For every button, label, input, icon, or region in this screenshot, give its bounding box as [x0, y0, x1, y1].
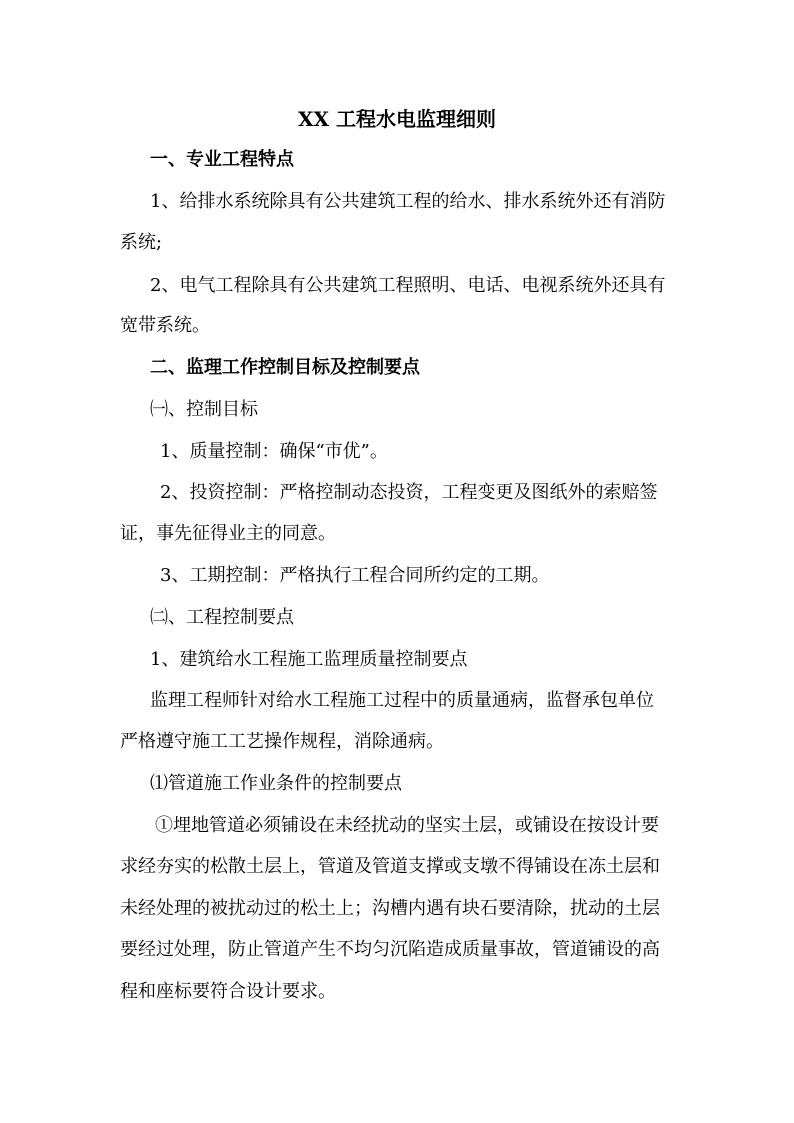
section-heading-1: 一、专业工程特点 — [150, 149, 294, 170]
paragraph-5-line-1: ①埋地管道必须铺设在未经扰动的坚实土层，或铺设在按设计要 — [155, 815, 659, 836]
item-heading-water-supply: 1、建筑给水工程施工监理质量控制要点 — [150, 649, 468, 670]
paragraph-4: ⑴管道施工作业条件的控制要点 — [150, 773, 402, 794]
paragraph-3-line-2: 严格遵守施工工艺操作规程，消除通病。 — [120, 731, 444, 752]
paragraph-1-line-2: 系统; — [120, 232, 163, 253]
control-item-1: 1、质量控制：确保“市优”。 — [160, 441, 388, 462]
paragraph-1-line-1: 1、给排水系统除具有公共建筑工程的给水、排水系统外还有消防 — [150, 191, 666, 212]
paragraph-2-line-1: 2、电气工程除具有公共建筑工程照明、电话、电视系统外还具有 — [150, 275, 666, 296]
paragraph-5-line-5: 程和座标要符合设计要求。 — [120, 981, 336, 1002]
subsection-heading-1: ㈠、控制目标 — [150, 399, 258, 420]
subsection-heading-2: ㈡、工程控制要点 — [150, 607, 294, 628]
paragraph-3-line-1: 监理工程师针对给水工程施工过程中的质量通病，监督承包单位 — [150, 690, 654, 711]
paragraph-2-line-2: 宽带系统。 — [120, 315, 210, 336]
document-title: XX 工程水电监理细则 — [298, 107, 496, 131]
paragraph-5-line-2: 求经夯实的松散土层上，管道及管道支撑或支墩不得铺设在冻土层和 — [120, 856, 660, 877]
paragraph-5-line-3: 未经处理的被扰动过的松土上；沟槽内遇有块石要清除，扰动的土层 — [120, 898, 660, 919]
control-item-2-line-1: 2、投资控制：严格控制动态投资，工程变更及图纸外的索赔签 — [160, 482, 658, 503]
control-item-3: 3、工期控制：严格执行工程合同所约定的工期。 — [160, 565, 550, 586]
paragraph-5-line-4: 要经过处理，防止管道产生不均匀沉陷造成质量事故，管道铺设的高 — [120, 939, 660, 960]
section-heading-2: 二、监理工作控制目标及控制要点 — [150, 357, 420, 378]
control-item-2-line-2: 证，事先征得业主的同意。 — [120, 523, 336, 544]
